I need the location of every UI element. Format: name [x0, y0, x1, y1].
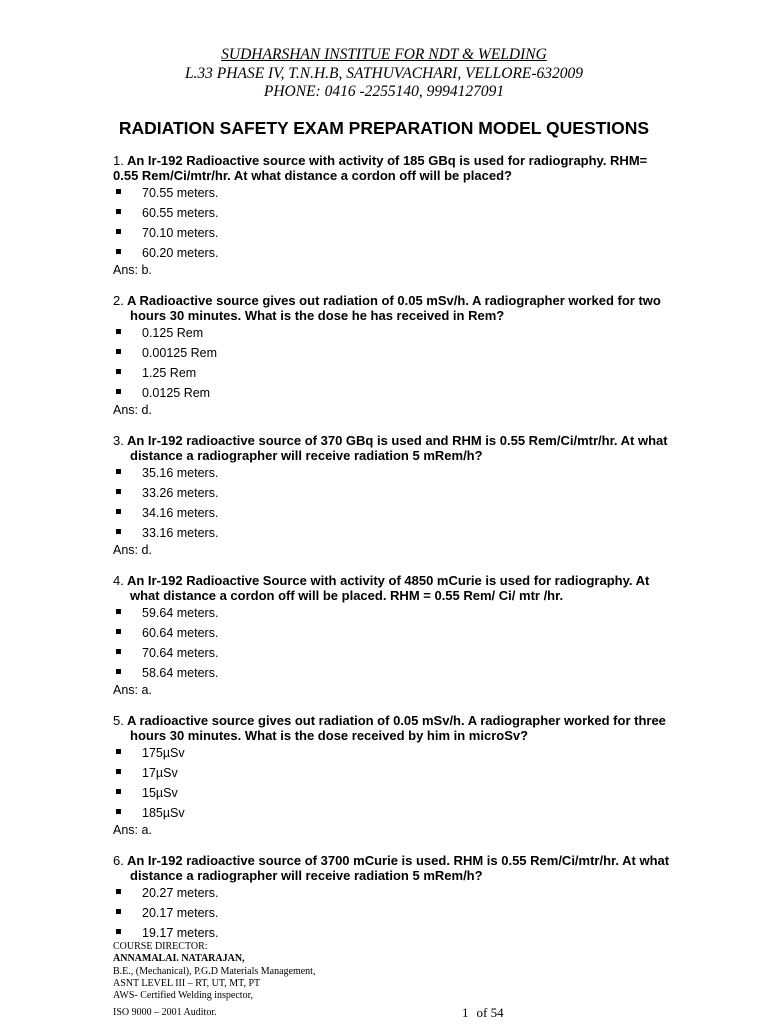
- square-bullet-icon: [116, 249, 121, 254]
- answer-text: Ans: a.: [113, 822, 152, 837]
- question-block: [113, 433, 733, 573]
- option-item: [113, 323, 733, 343]
- question-text-line: distance a radiographer will receive radiation 5 mRem/h?: [130, 867, 483, 883]
- square-bullet-icon: [116, 749, 121, 754]
- option-text: 70.64 meters.: [142, 645, 219, 660]
- option-item: [113, 603, 733, 623]
- square-bullet-icon: [116, 929, 121, 934]
- option-text: 0.00125 Rem: [142, 345, 218, 360]
- option-item: [113, 883, 733, 903]
- page-number: [462, 1005, 504, 1021]
- option-item: [113, 483, 733, 503]
- questions-list: [113, 153, 733, 993]
- qualification-line: ISO 9000 – 2001 Auditor.: [113, 1007, 217, 1018]
- footer: [113, 941, 315, 1002]
- question-text: An Ir-192 radioactive source of 3700 mCurie is used. RHM is 0.55 Rem/Ci/mtr/hr. At what: [126, 852, 670, 868]
- option-text: 70.55 meters.: [142, 185, 219, 200]
- question-number: 1.: [113, 152, 124, 168]
- square-bullet-icon: [116, 509, 121, 514]
- qualification-line: AWS- Certified Welding inspector,: [113, 990, 253, 1002]
- question-number: 2.: [113, 292, 124, 308]
- square-bullet-icon: [116, 469, 121, 474]
- options-list: [113, 603, 733, 683]
- square-bullet-icon: [116, 329, 121, 334]
- option-item: [113, 223, 733, 243]
- option-item: [113, 363, 733, 383]
- qualification-line: ASNT LEVEL III – RT, UT, MT, PT: [113, 977, 261, 989]
- option-text: 15µSv: [142, 785, 178, 800]
- option-item: [113, 183, 733, 203]
- question-text: A radioactive source gives out radiation of 0.05 mSv/h. A radiographer worked for three: [126, 712, 666, 728]
- option-item: [113, 503, 733, 523]
- option-text: 0.125 Rem: [142, 325, 204, 340]
- question-number: 6.: [113, 852, 124, 868]
- square-bullet-icon: [116, 669, 121, 674]
- square-bullet-icon: [116, 489, 121, 494]
- question-text-line: hours 30 minutes. What is the dose received by him in microSv?: [130, 727, 529, 743]
- answer-text: Ans: b.: [113, 262, 152, 277]
- question-block: [113, 153, 733, 293]
- square-bullet-icon: [116, 349, 121, 354]
- square-bullet-icon: [116, 229, 121, 234]
- page-title: RADIATION SAFETY EXAM PREPARATION MODEL QUESTIONS: [118, 118, 650, 138]
- options-list: [113, 743, 733, 823]
- option-text: 20.17 meters.: [142, 905, 219, 920]
- answer-text: Ans: d.: [113, 542, 152, 557]
- option-item: [113, 743, 733, 763]
- option-text: 175µSv: [142, 745, 185, 760]
- square-bullet-icon: [116, 789, 121, 794]
- option-text: 70.10 meters.: [142, 225, 219, 240]
- option-item: [113, 663, 733, 683]
- question-number: 5.: [113, 712, 124, 728]
- institute-name: SUDHARSHAN INSTITUE FOR NDT & WELDING: [221, 46, 547, 63]
- question-text: An Ir-192 Radioactive source with activity of 185 GBq is used for radiography. RHM=: [126, 152, 648, 168]
- option-item: [113, 343, 733, 363]
- option-item: [113, 643, 733, 663]
- course-director-label: COURSE DIRECTOR:: [113, 941, 208, 952]
- square-bullet-icon: [116, 629, 121, 634]
- option-item: [113, 383, 733, 403]
- square-bullet-icon: [116, 369, 121, 374]
- question-text-line: hours 30 minutes. What is the dose he has received in Rem?: [130, 307, 505, 323]
- options-list: [113, 323, 733, 403]
- institute-address: L.33 PHASE IV, T.N.H.B, SATHUVACHARI, VELLORE-632009: [184, 64, 584, 82]
- option-text: 58.64 meters.: [142, 665, 219, 680]
- question-number: 3.: [113, 432, 124, 448]
- question-text-line: what distance a cordon off will be placed. RHM = 0.55 Rem/ Ci/ mtr /hr.: [130, 587, 564, 603]
- option-text: 33.16 meters.: [142, 525, 219, 540]
- option-item: [113, 763, 733, 783]
- option-text: 34.16 meters.: [142, 505, 219, 520]
- option-text: 1.25 Rem: [142, 365, 197, 380]
- question-text-line: [113, 573, 733, 588]
- option-item: [113, 243, 733, 263]
- question-text-line: 0.55 Rem/Ci/mtr/hr. At what distance a cordon off will be placed?: [113, 167, 512, 183]
- options-list: [113, 883, 733, 943]
- question-block: [113, 713, 733, 853]
- option-text: 17µSv: [142, 765, 178, 780]
- option-text: 20.27 meters.: [142, 885, 219, 900]
- question-number: 4.: [113, 572, 124, 588]
- option-item: [113, 923, 733, 943]
- option-item: [113, 803, 733, 823]
- square-bullet-icon: [116, 889, 121, 894]
- square-bullet-icon: [116, 769, 121, 774]
- option-item: [113, 903, 733, 923]
- question-text-line: [113, 713, 733, 728]
- question-text-line: [113, 853, 733, 868]
- option-text: 60.55 meters.: [142, 205, 219, 220]
- question-text: An Ir-192 Radioactive Source with activity of 4850 mCurie is used for radiography. At: [126, 572, 650, 588]
- question-text: A Radioactive source gives out radiation of 0.05 mSv/h. A radiographer worked for two: [126, 292, 661, 308]
- option-text: 59.64 meters.: [142, 605, 219, 620]
- letterhead: [0, 46, 768, 102]
- director-name: ANNAMALAI. NATARAJAN,: [113, 953, 245, 965]
- option-item: [113, 783, 733, 803]
- square-bullet-icon: [116, 909, 121, 914]
- option-text: 60.20 meters.: [142, 245, 219, 260]
- question-text-line: distance a radiographer will receive radiation 5 mRem/h?: [130, 447, 483, 463]
- option-text: 185µSv: [142, 805, 185, 820]
- options-list: [113, 183, 733, 263]
- question-text-line: [113, 153, 733, 168]
- option-item: [113, 463, 733, 483]
- square-bullet-icon: [116, 529, 121, 534]
- institute-phone: PHONE: 0416 -2255140, 9994127091: [263, 83, 505, 100]
- square-bullet-icon: [116, 609, 121, 614]
- option-text: 19.17 meters.: [142, 925, 219, 940]
- option-item: [113, 523, 733, 543]
- option-item: [113, 623, 733, 643]
- answer-text: Ans: d.: [113, 402, 152, 417]
- option-text: 33.26 meters.: [142, 485, 219, 500]
- question-text: An Ir-192 radioactive source of 370 GBq is used and RHM is 0.55 Rem/Ci/mtr/hr. At what: [126, 432, 668, 448]
- square-bullet-icon: [116, 189, 121, 194]
- option-item: [113, 203, 733, 223]
- qualification-line: B.E., (Mechanical), P.G.D Materials Management,: [113, 965, 316, 977]
- question-block: [113, 573, 733, 713]
- page-current: 1: [462, 1005, 469, 1020]
- options-list: [113, 463, 733, 543]
- square-bullet-icon: [116, 389, 121, 394]
- page-total: of 54: [476, 1005, 504, 1020]
- option-text: 60.64 meters.: [142, 625, 219, 640]
- square-bullet-icon: [116, 209, 121, 214]
- square-bullet-icon: [116, 649, 121, 654]
- option-text: 0.0125 Rem: [142, 385, 211, 400]
- question-text-line: [113, 293, 733, 308]
- square-bullet-icon: [116, 809, 121, 814]
- answer-text: Ans: a.: [113, 682, 152, 697]
- option-text: 35.16 meters.: [142, 465, 219, 480]
- question-block: [113, 293, 733, 433]
- question-text-line: [113, 433, 733, 448]
